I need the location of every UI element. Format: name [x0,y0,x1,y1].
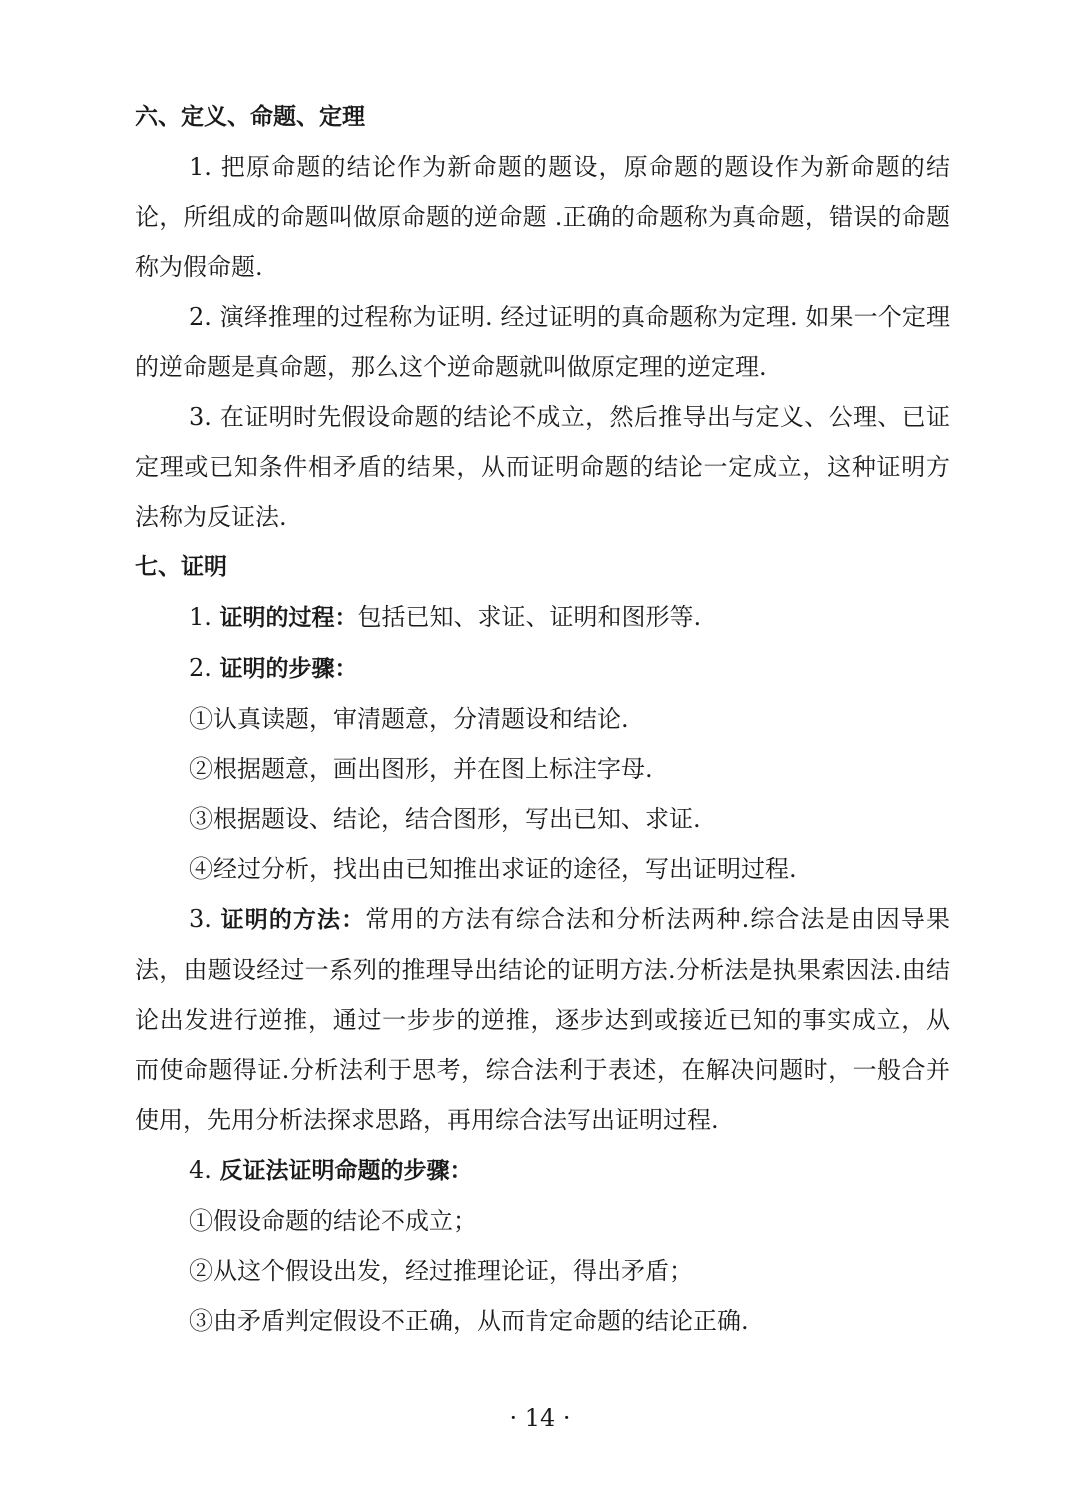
list-item: ④经过分析，找出由已知推出求证的途径，写出证明过程. [189,855,797,883]
section-heading-definitions: 六、定义、命题、定理 [135,104,365,130]
item-number: 4. [189,1156,212,1184]
item-lead: 证明的过程： [219,605,358,631]
proof-methods-item [135,894,950,1145]
list-item: ②根据题意，画出图形，并在图上标注字母. [189,755,653,783]
list-item: ①认真读题，审清题意，分清题设和结论. [189,705,629,733]
paragraph-theorem: 2. 演绎推理的过程称为证明. 经过证明的真命题称为定理. 如果一个定理的逆命题是真命题，那么这个逆命题就叫做原定理的逆定理. [135,303,950,381]
item-number: 1. [189,603,212,631]
list-item: ①假设命题的结论不成立； [189,1207,477,1235]
item-number: 2. [189,654,212,682]
item-lead: 反证法证明命题的步骤： [219,1158,473,1184]
paragraph-converse-proposition: 1. 把原命题的结论作为新命题的题设，原命题的题设作为新命题的结论，所组成的命题叫做原命题的逆命题 .正确的命题称为真命题，错误的命题称为假命题. [135,153,950,281]
item-lead: 证明的步骤： [219,656,358,682]
item-lead: 证明的方法： [220,907,366,933]
page-number: · 14 · [509,1404,571,1432]
page-content [135,92,950,1346]
section-heading-proof: 七、证明 [135,554,227,580]
item-text: 包括已知、求证、证明和图形等. [357,603,702,631]
item-text: 常用的方法有综合法和分析法两种.综合法是由因导果法，由题设经过一系列的推理导出结论的证明方法.分析法是执果索因法.由结论出发进行逆推，通过一步步的逆推，逐步达到或接近已知的事实成立，从而使命题得证.分析法利于思考，综合法利于表述，在解决问题时，一般合并使用，先用分析法探求思路，再用综合法写出证明过程. [135,905,950,1134]
proof-process-item [135,592,950,643]
contradiction-steps-item [135,1145,950,1196]
paragraph-proof-by-contradiction: 3. 在证明时先假设命题的结论不成立，然后推导出与定义、公理、已证定理或已知条件相矛盾的结果，从而证明命题的结论一定成立，这种证明方法称为反证法. [135,403,950,531]
list-item: ②从这个假设出发，经过推理论证，得出矛盾； [189,1257,693,1285]
list-item: ③由矛盾判定假设不正确，从而肯定命题的结论正确. [189,1307,749,1335]
item-number: 3. [189,905,212,933]
list-item: ③根据题设、结论，结合图形，写出已知、求证. [189,805,701,833]
proof-steps-item [135,643,950,694]
